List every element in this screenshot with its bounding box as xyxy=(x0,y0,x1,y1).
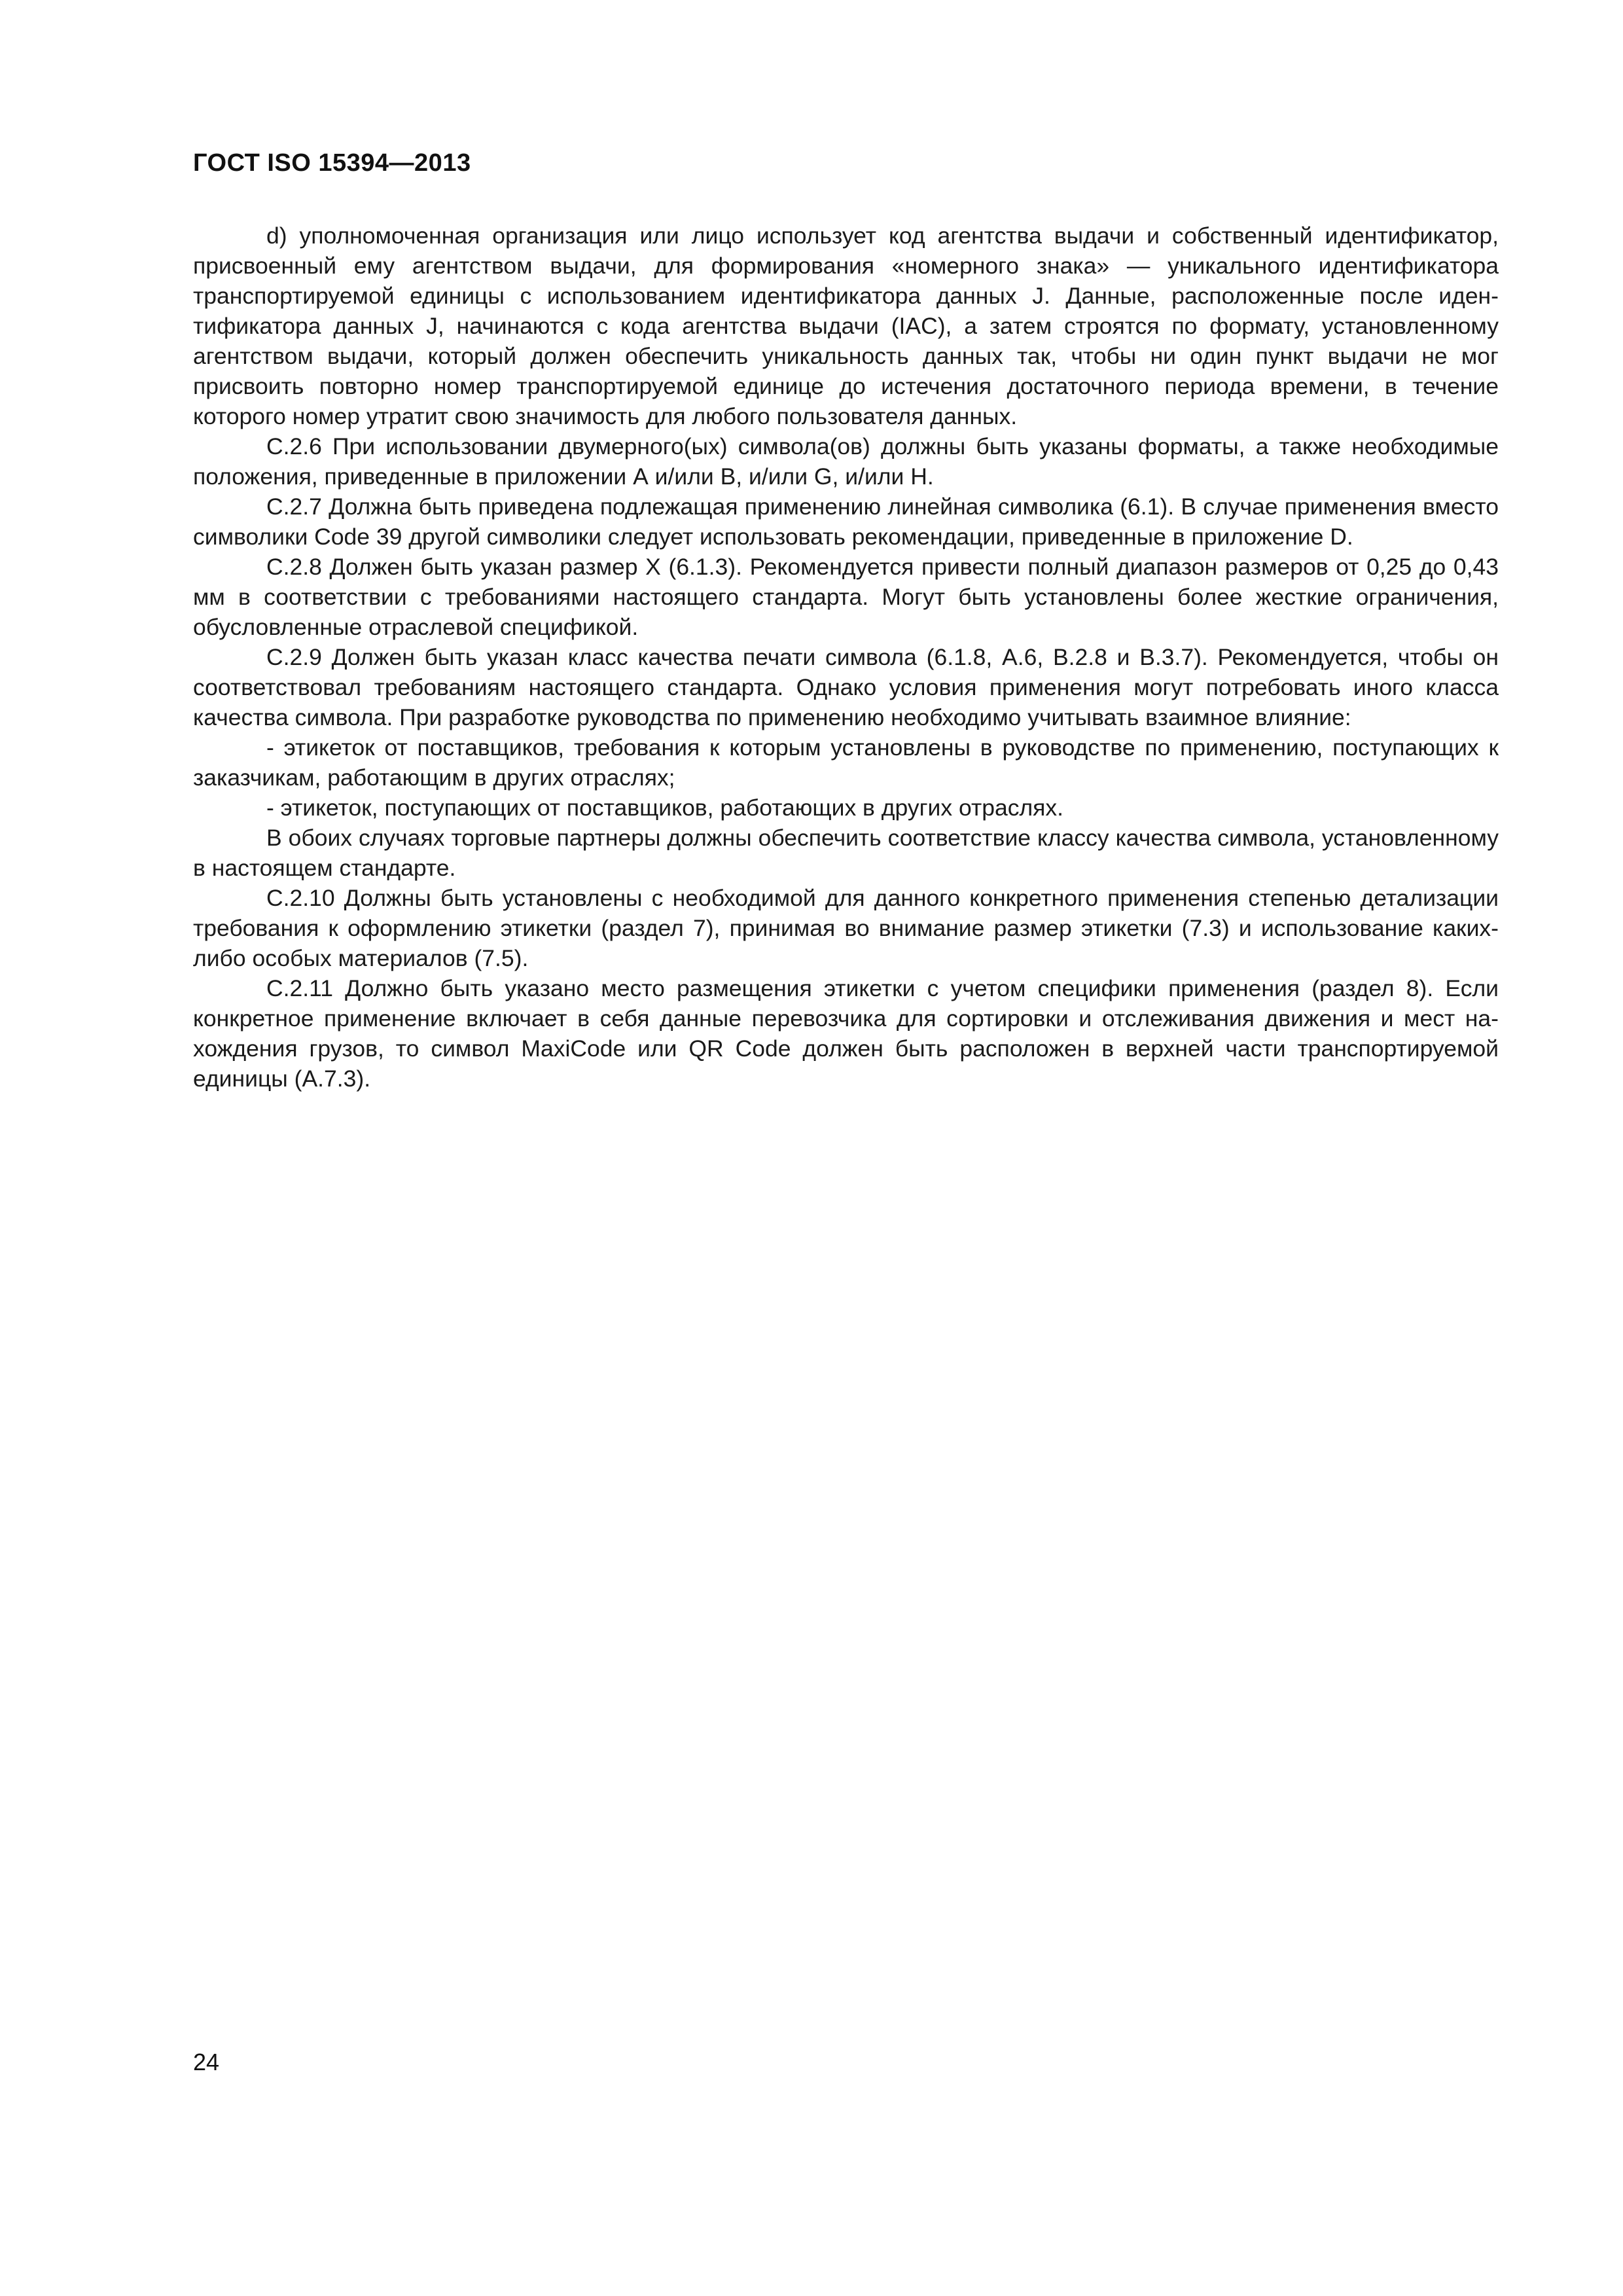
document-header: ГОСТ ISO 15394—2013 xyxy=(193,149,471,177)
paragraph-both-cases: В обоих случаях торговые партнеры должны обеспечить соответствие классу качества символа, установленному в настоящем стандарте. xyxy=(193,825,1499,881)
paragraph-bullet-2: - этикеток, поступающих от поставщиков, работающих в других отраслях. xyxy=(266,795,1063,821)
paragraph-c-2-8: С.2.8 Должен быть указан размер X (6.1.3). Рекомендуется привести полный диапазон размеров от 0,25 до 0,43 мм в соответствии с требованиями настоящего стандарта. Могут быть установлены более жесткие ограничения, обусловленные отраслевой спецификой. xyxy=(193,554,1499,640)
paragraph-c-2-11: С.2.11 Должно быть указано место размещения этикетки с учетом специфики применения (раздел 8). Если конкретное применение включает в себя данные перевозчика для сортировки и отслеживания движения и мест нахождения грузов, то символ MaxiCode или QR Code должен быть расположен в верхней части транспортируемой единицы (А.7.3). xyxy=(193,975,1499,1092)
paragraph-c-2-9: С.2.9 Должен быть указан класс качества печати символа (6.1.8, А.6, В.2.8 и В.3.7). Рекомендуется, чтобы он соответствовал требованиям настоящего стандарта. Однако условия применения могут потребовать иного класса качества символа. При разработке руководства по применению необходимо учитывать взаимное влияние: xyxy=(193,644,1499,730)
paragraph-item-d: d) уполномоченная организация или лицо использует код агентства выдачи и собственный идентификатор, присвоенный ему агентством выдачи, для формирования «номерного знака» — уникального идентификатора транспортируемой единицы с использованием идентификатора данных J. Данные, расположенные после идентификатора данных J, начинаются с кода агентства выдачи (IAC), а затем строятся по формату, установленному агентством выдачи, который должен обеспечить уникальность данных так, чтобы ни один пункт выдачи не мог присвоить повторно номер транспортируемой единице до истечения достаточного периода времени, в течение которого номер утратит свою значимость для любого пользователя данных. xyxy=(193,223,1499,429)
paragraph-c-2-7: С.2.7 Должна быть приведена подлежащая применению линейная символика (6.1). В случае применения вместо символики Code 39 другой символики следует использовать рекомендации, приведенные в приложение D. xyxy=(193,493,1499,550)
paragraph-c-2-6: С.2.6 При использовании двумерного(ых) символа(ов) должны быть указаны форматы, а также необходимые положения, приведенные в приложении А и/или В, и/или G, и/или Н. xyxy=(193,433,1499,490)
document-body xyxy=(193,221,1499,1094)
paragraph-bullet-1: - этикеток от поставщиков, требования к которым установлены в руководстве по применению, поступающих к заказчикам, работающим в других отраслях; xyxy=(193,734,1499,791)
page-number: 24 xyxy=(193,2049,220,2075)
paragraph-c-2-10: С.2.10 Должны быть установлены с необходимой для данного конкретного применения степенью детализации требования к оформлению этикетки (раздел 7), принимая во внимание размер этикетки (7.3) и использование каких-либо особых материалов (7.5). xyxy=(193,885,1499,971)
